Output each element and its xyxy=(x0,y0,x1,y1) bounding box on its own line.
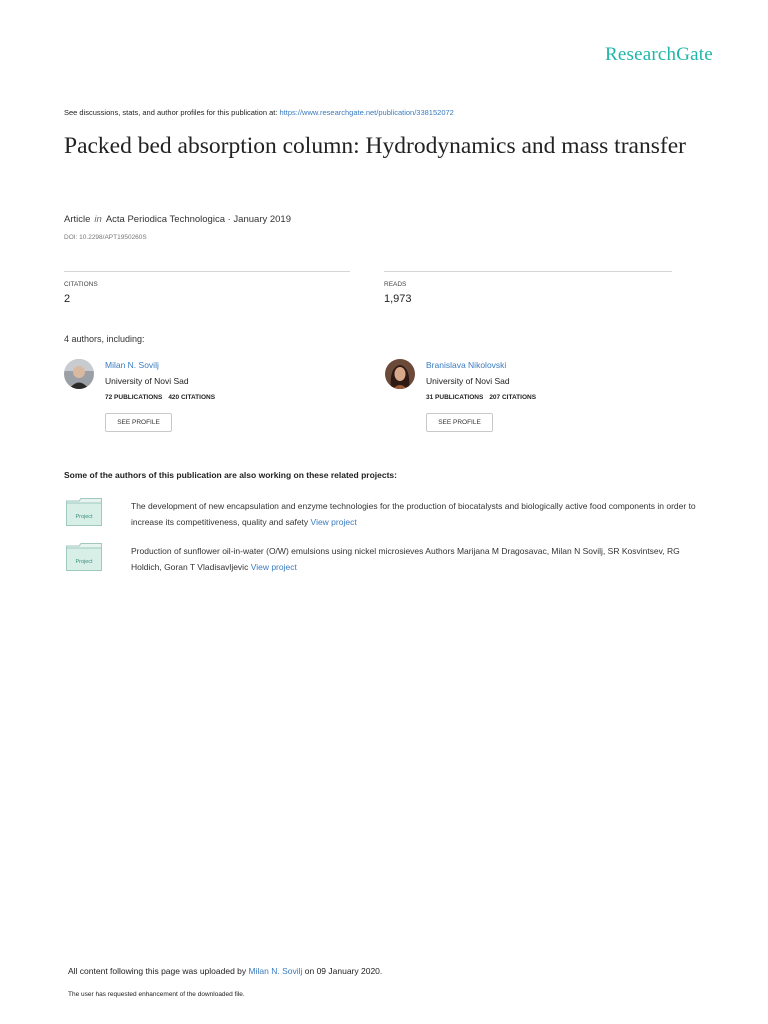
reads-label: READS xyxy=(384,281,407,288)
folder-icon xyxy=(66,498,102,526)
project-icon-label: Project xyxy=(75,559,93,565)
project-description xyxy=(131,543,701,575)
reads-value: 1,973 xyxy=(384,293,412,305)
author-publications: 31 PUBLICATIONS xyxy=(426,394,484,401)
enhancement-note: The user has requested enhancement of the downloaded file. xyxy=(68,991,245,998)
researchgate-logo[interactable]: ResearchGate xyxy=(605,44,713,65)
avatar[interactable] xyxy=(385,359,415,389)
author-citations: 207 CITATIONS xyxy=(489,394,537,401)
project-text: The development of new encapsulation and enzyme technologies for the production of biocatalysts and biologically active food components in order to increase its competitiveness, quality and safety xyxy=(131,501,696,527)
project-icon-label: Project xyxy=(75,514,93,520)
view-project-link[interactable]: View project xyxy=(310,517,357,527)
author-publications: 72 PUBLICATIONS xyxy=(105,394,163,401)
author-citations: 420 CITATIONS xyxy=(168,394,216,401)
folder-icon xyxy=(66,543,102,571)
upload-suffix: on 09 January 2020. xyxy=(304,966,383,976)
view-project-link[interactable]: View project xyxy=(250,562,297,572)
citations-label: CITATIONS xyxy=(64,281,98,288)
discussion-line xyxy=(64,108,454,117)
journal-date: Acta Periodica Technologica · January 2019 xyxy=(105,214,292,225)
author-photo-icon xyxy=(385,359,415,389)
citations-divider xyxy=(64,271,350,272)
project-description xyxy=(131,498,701,530)
see-profile-button[interactable]: SEE PROFILE xyxy=(426,413,493,432)
author-stats xyxy=(426,394,536,401)
publication-url-link[interactable]: https://www.researchgate.net/publication/338152072 xyxy=(279,108,454,117)
article-meta xyxy=(64,214,291,225)
project-text: Production of sunflower oil-in-water (O/W) emulsions using nickel microsieves Authors Marijana M Dragosavac, Milan N Sovilj, SR Kosvintsev, RG Holdich, Goran T Vladisavljevic xyxy=(131,546,680,572)
author-institution: University of Novi Sad xyxy=(105,376,189,386)
see-profile-button[interactable]: SEE PROFILE xyxy=(105,413,172,432)
citations-value: 2 xyxy=(64,293,71,305)
author-name-link[interactable]: Branislava Nikolovski xyxy=(426,360,507,370)
in-word: in xyxy=(94,214,102,225)
project-folder-icon[interactable] xyxy=(66,543,102,571)
author-stats xyxy=(105,394,215,401)
publication-title: Packed bed absorption column: Hydrodynamics and mass transfer xyxy=(64,133,686,159)
authors-heading: 4 authors, including: xyxy=(64,334,145,344)
doi: DOI: 10.2298/APT1950260S xyxy=(64,234,147,241)
author-institution: University of Novi Sad xyxy=(426,376,510,386)
upload-note xyxy=(68,966,382,976)
project-folder-icon[interactable] xyxy=(66,498,102,526)
projects-heading: Some of the authors of this publication are also working on these related projects: xyxy=(64,470,397,480)
discussion-prefix: See discussions, stats, and author profiles for this publication at: xyxy=(64,108,278,117)
author-name-link[interactable]: Milan N. Sovilj xyxy=(105,360,159,370)
upload-prefix: All content following this page was uploaded by xyxy=(68,966,247,976)
avatar[interactable] xyxy=(64,359,94,389)
article-type: Article xyxy=(64,214,91,225)
reads-divider xyxy=(384,271,672,272)
author-photo-icon xyxy=(64,359,94,389)
uploader-link[interactable]: Milan N. Sovilj xyxy=(248,966,303,976)
